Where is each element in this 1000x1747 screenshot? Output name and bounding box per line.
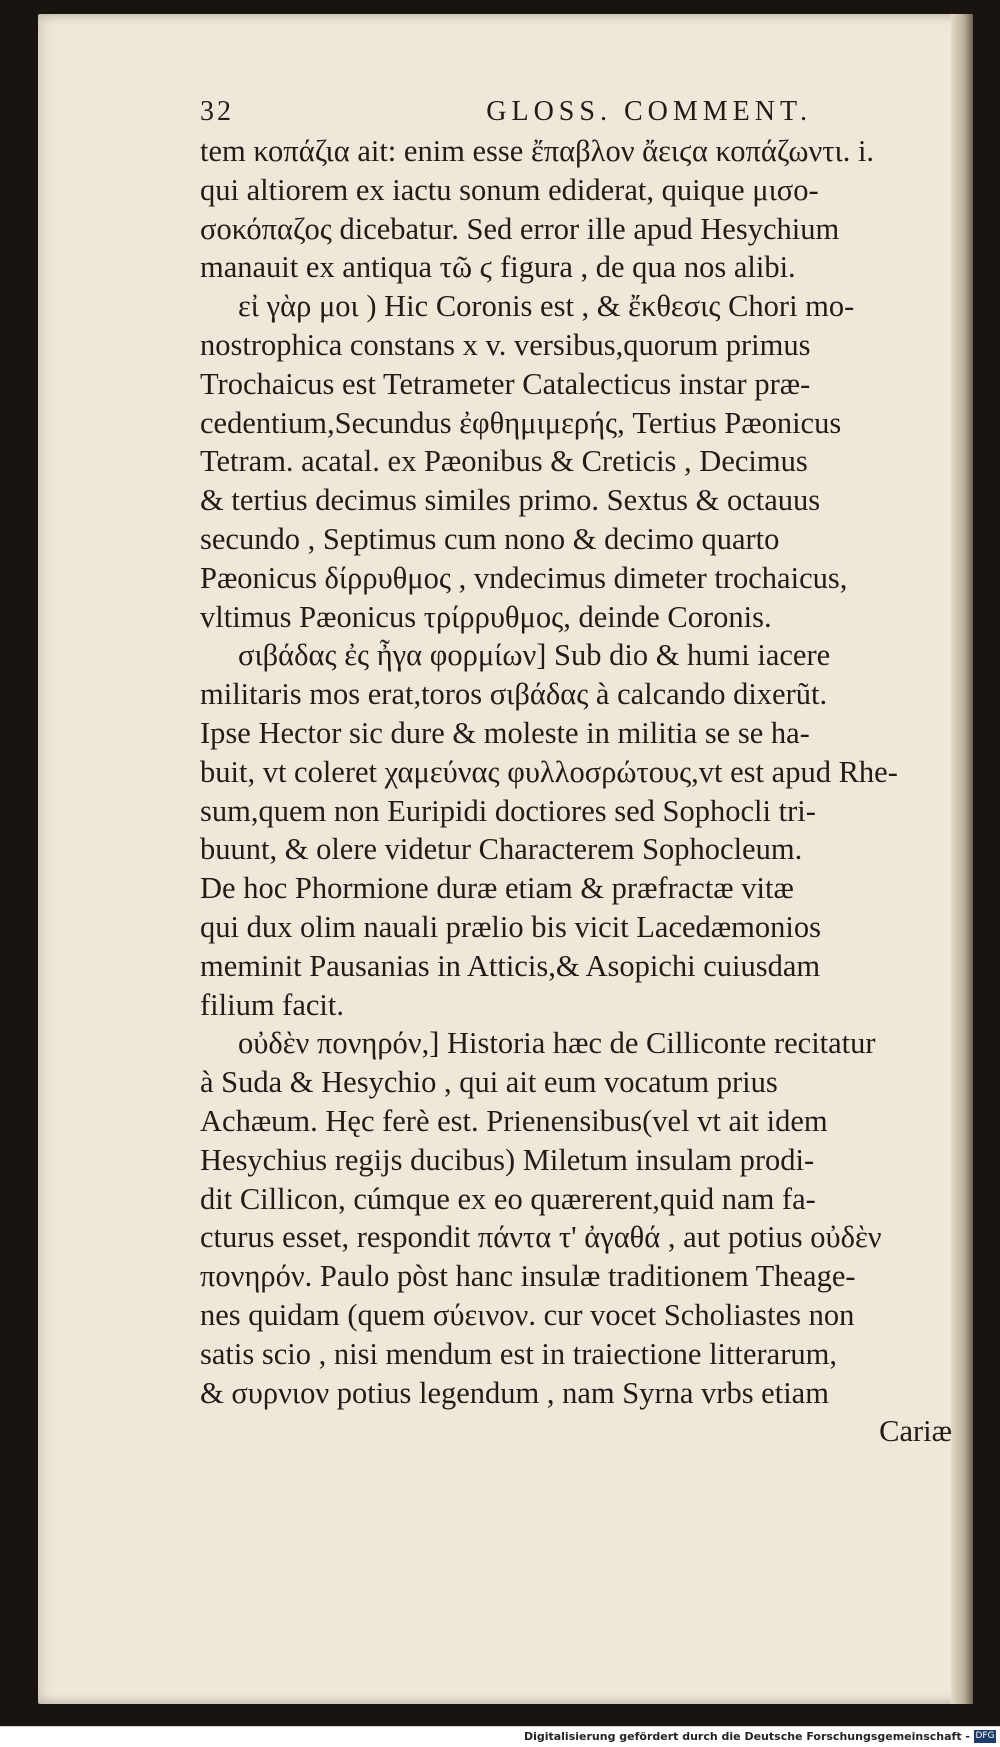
digitization-footer [0,1726,1000,1747]
text-line: à Suda & Hesychio , qui ait eum vocatum prius [200,1065,778,1100]
text-line: tem κοπάζια ait: enim esse ἔπαβλον ἄειϛα κοπάζωντι. i. [200,134,875,168]
text-line: cedentium,Secundus ἐφθημιμερής, Tertius Pæonicus [200,405,842,440]
catchword: Cariæ [879,1414,952,1449]
text-line: & συρνιον potius legendum , nam Syrna vrbs etiam [200,1375,829,1410]
text-line: Pæonicus δίρρυθμος , vndecimus dimeter trochaicus, [200,560,848,595]
running-title: GLOSS. COMMENT. [486,96,812,127]
text-line: vltimus Pæonicus τρίρρυθμος, deinde Coronis. [200,599,772,634]
text-line: Hesychius regijs ducibus) Miletum insulam prodi- [200,1142,815,1177]
text-line: buunt, & olere videtur Characterem Sophocleum. [200,832,803,867]
text-line: sum,quem non Euripidi doctiores sed Sophocli tri- [200,793,816,828]
text-line: Ipse Hector sic dure & moleste in militia se se ha- [200,715,810,750]
text-line: Achæum. Hęc ferè est. Prienensibus(vel vt ait idem [200,1103,828,1138]
text-line: manauit ex antiqua τῶ ϛ figura , de qua nos alibi. [200,250,796,285]
footer-credit: Digitalisierung gefördert durch die Deutsche Forschungsgemeinschaft - [523,1730,970,1743]
text-line: dit Cillicon, cúmque ex eo quærerent,quid nam fa- [200,1181,816,1216]
text-line: Trochaicus est Tetrameter Catalecticus instar præ- [200,366,811,401]
text-line: filium facit. [200,987,344,1022]
text-line: qui dux olim nauali prælio bis vicit Lacedæmonios [200,909,821,944]
text-line: De hoc Phormione duræ etiam & præfractæ vitæ [200,871,794,906]
text-line: σοκόπαζος dicebatur. Sed error ille apud Hesychium [200,211,840,246]
text-line: buit, vt coleret χαμεύνας φυλλοσρώτους,vt est apud Rhe- [200,754,898,789]
page-edge [951,14,973,1704]
text-line: nes quidam (quem σύεινον. cur vocet Scholiastes non [200,1297,855,1332]
text-line: σιβάδας ἐς ἦγα φορμίων] Sub dio & humi iacere [238,638,831,673]
running-header [200,92,952,132]
text-line: nostrophica constans x v. versibus,quorum primus [200,327,811,362]
text-line: εἰ γὰρ μοι ) Hic Coronis est , & ἔκθεσις Chori mo- [238,289,855,324]
text-line: satis scio , nisi mendum est in traiectione litterarum, [200,1336,837,1371]
text-line: qui altiorem ex iactu sonum ediderat, quique μισο- [200,172,819,207]
text-line: οὐδὲν πονηρόν,] Historia hæc de Cilliconte recitatur [238,1026,876,1061]
text-block [200,92,952,1451]
text-line: & tertius decimus similes primo. Sextus & octauus [200,483,821,518]
text-line: cturus esset, respondit πάντα τ' ἀγαθά , aut potius οὐδὲν [200,1220,882,1255]
text-line: meminit Pausanias in Atticis,& Asopichi cuiusdam [200,948,821,983]
page-number: 32 [200,96,234,127]
text-line: Tetram. acatal. ex Pæonibus & Creticis , Decimus [200,444,808,479]
text-line: secundo , Septimus cum nono & decimo quarto [200,521,780,556]
text-line: πονηρόν. Paulo pòst hanc insulæ traditionem Theage- [200,1259,856,1294]
text-line: militaris mos erat,toros σιβάδας à calcando dixerũt. [200,677,828,712]
dfg-logo: DFG [975,1731,995,1741]
